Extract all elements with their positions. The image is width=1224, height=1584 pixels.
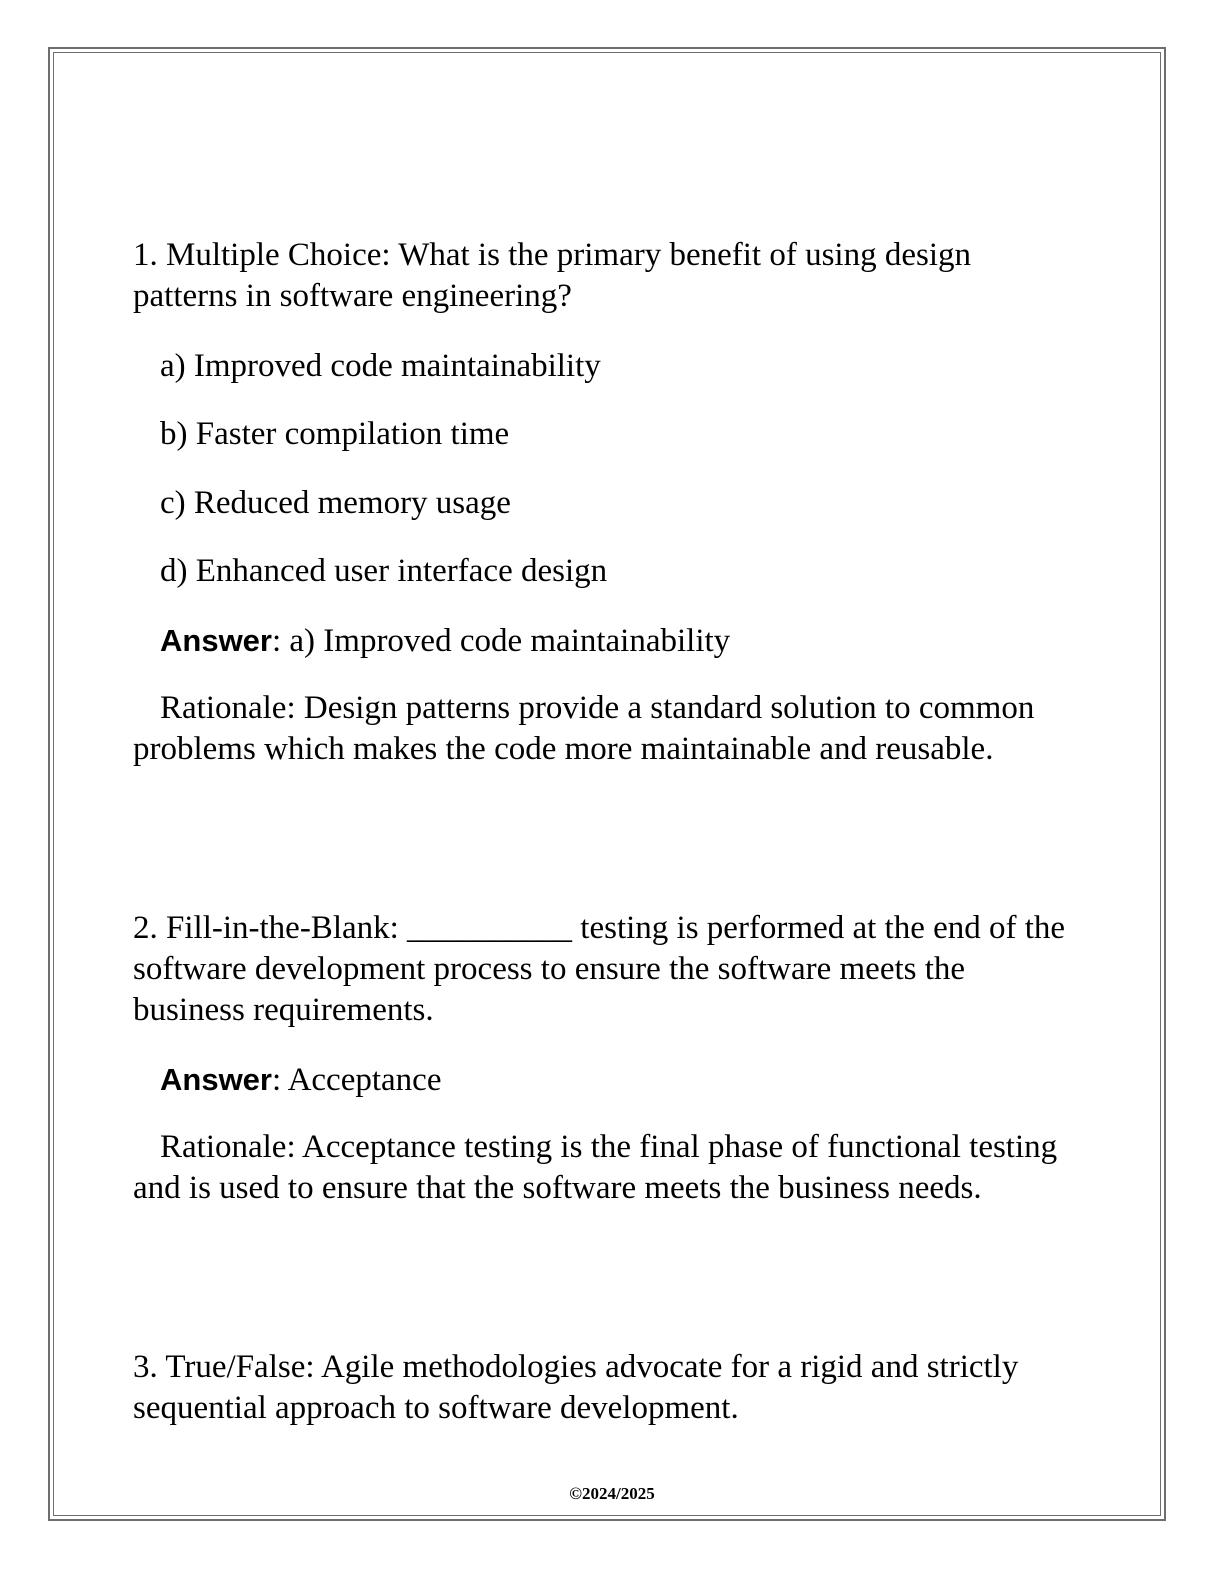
question-2-stem: 2. Fill-in-the-Blank: __________ testing is performed at the end of the software development process to ensure the software meets the business requirements. <box>133 910 1066 1028</box>
question-1-rationale: Rationale: Design patterns provide a standard solution to common problems which makes the code more maintainable and reusable. <box>133 690 1035 767</box>
question-1-option-b: b) Faster compilation time <box>160 416 510 452</box>
question-1-option-c: c) Reduced memory usage <box>160 485 511 521</box>
question-1-option-d: d) Enhanced user interface design <box>160 553 608 589</box>
answer-label: Answer <box>160 623 272 658</box>
question-1-option-a: a) Improved code maintainability <box>160 348 601 384</box>
answer-text: : Acceptance <box>271 1062 442 1098</box>
question-3-stem: 3. True/False: Agile methodologies advocate for a rigid and strictly sequential approach to software development. <box>133 1349 1019 1426</box>
question-2-answer <box>160 1059 441 1101</box>
copyright-footer: ©2024/2025 <box>569 1484 655 1503</box>
answer-text: : a) Improved code maintainability <box>271 623 731 659</box>
question-1-answer <box>160 620 730 662</box>
answer-label: Answer <box>160 1062 272 1097</box>
question-2-rationale: Rationale: Acceptance testing is the final phase of functional testing and is used to ensure that the software meets the business needs. <box>133 1129 1058 1206</box>
question-1-stem: 1. Multiple Choice: What is the primary benefit of using design patterns in software engineering? <box>133 237 971 314</box>
